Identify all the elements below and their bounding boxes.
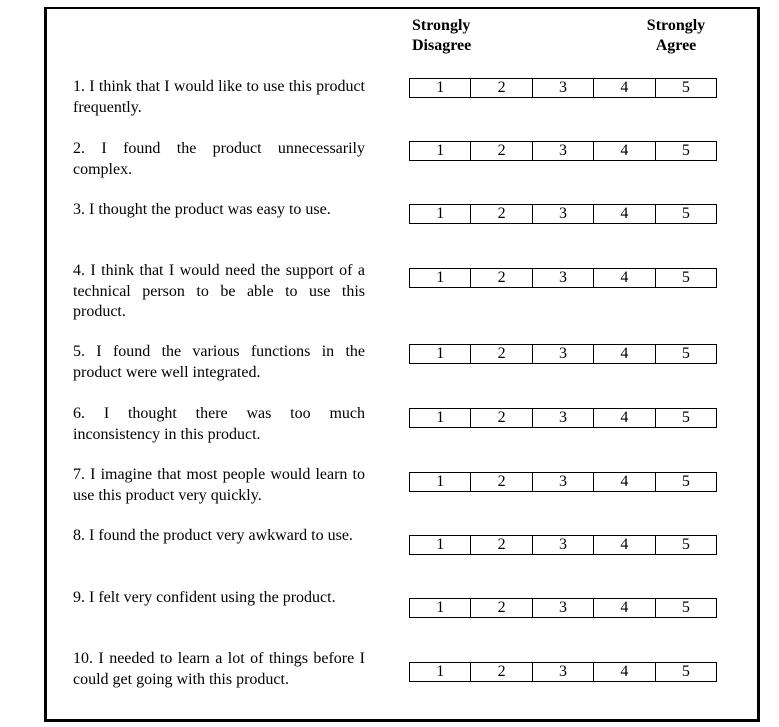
rating-scale-2 (409, 141, 717, 161)
rating-option-9-5[interactable]: 5 (681, 599, 690, 616)
rating-option-8-5[interactable]: 5 (681, 536, 690, 553)
question-text-3: 3. I thought the product was easy to use. (73, 201, 331, 218)
rating-option-1-4[interactable]: 4 (594, 79, 655, 97)
rating-option-3-4[interactable]: 4 (594, 205, 655, 223)
rating-option-8-1[interactable]: 1 (410, 536, 471, 554)
rating-option-3-3[interactable]: 3 (533, 205, 594, 223)
rating-option-1-5[interactable]: 5 (681, 79, 690, 96)
rating-option-3-5[interactable]: 5 (681, 205, 690, 222)
rating-scale-9 (409, 598, 717, 618)
question-text-8: 8. I found the product very awkward to use. (73, 527, 353, 544)
rating-option-7-5[interactable]: 5 (681, 473, 690, 490)
rating-option-3-1[interactable]: 1 (410, 205, 471, 223)
header-agree: Agree (655, 37, 697, 54)
rating-option-5-3[interactable]: 3 (533, 345, 594, 363)
rating-option-9-2[interactable]: 2 (471, 599, 532, 617)
rating-option-2-5[interactable]: 5 (681, 142, 690, 159)
header-strongly-left: Strongly (412, 17, 471, 34)
rating-option-4-1[interactable]: 1 (410, 269, 471, 287)
rating-option-8-4[interactable]: 4 (594, 536, 655, 554)
rating-option-4-3[interactable]: 3 (533, 269, 594, 287)
rating-option-6-1[interactable]: 1 (410, 409, 471, 427)
rating-option-5-4[interactable]: 4 (594, 345, 655, 363)
rating-option-1-3[interactable]: 3 (533, 79, 594, 97)
rating-option-9-4[interactable]: 4 (594, 599, 655, 617)
question-text-7: 7. I imagine that most people would learn to use this product very quickly. (73, 466, 365, 504)
rating-option-1-1[interactable]: 1 (410, 79, 471, 97)
rating-scale-4 (409, 268, 717, 288)
question-text-1: 1. I think that I would like to use this product frequently. (73, 78, 365, 116)
rating-option-2-4[interactable]: 4 (594, 142, 655, 160)
rating-option-6-5[interactable]: 5 (681, 409, 690, 426)
rating-scale-7 (409, 472, 717, 492)
rating-option-10-2[interactable]: 2 (471, 663, 532, 681)
scale-header-disagree (412, 16, 492, 56)
question-text-9: 9. I felt very confident using the product. (73, 589, 336, 606)
rating-option-7-2[interactable]: 2 (471, 473, 532, 491)
rating-option-10-5[interactable]: 5 (681, 663, 690, 680)
rating-option-5-5[interactable]: 5 (681, 345, 690, 362)
rating-scale-6 (409, 408, 717, 428)
rating-option-5-2[interactable]: 2 (471, 345, 532, 363)
rating-option-6-3[interactable]: 3 (533, 409, 594, 427)
rating-option-6-2[interactable]: 2 (471, 409, 532, 427)
rating-option-2-3[interactable]: 3 (533, 142, 594, 160)
question-text-6: 6. I thought there was too much inconsistency in this product. (73, 405, 365, 443)
rating-option-4-2[interactable]: 2 (471, 269, 532, 287)
rating-option-9-1[interactable]: 1 (410, 599, 471, 617)
rating-option-10-4[interactable]: 4 (594, 663, 655, 681)
rating-option-9-3[interactable]: 3 (533, 599, 594, 617)
rating-option-6-4[interactable]: 4 (594, 409, 655, 427)
rating-scale-5 (409, 344, 717, 364)
rating-option-7-1[interactable]: 1 (410, 473, 471, 491)
scale-header-agree (636, 16, 716, 56)
rating-option-1-2[interactable]: 2 (471, 79, 532, 97)
question-text-2: 2. I found the product unnecessarily complex. (73, 140, 365, 178)
rating-option-10-3[interactable]: 3 (533, 663, 594, 681)
rating-scale-8 (409, 535, 717, 555)
rating-option-8-2[interactable]: 2 (471, 536, 532, 554)
rating-scale-3 (409, 204, 717, 224)
rating-scale-1 (409, 78, 717, 98)
rating-option-4-4[interactable]: 4 (594, 269, 655, 287)
header-strongly-right: Strongly (646, 17, 706, 34)
rating-option-7-3[interactable]: 3 (533, 473, 594, 491)
rating-option-3-2[interactable]: 2 (471, 205, 532, 223)
question-text-4: 4. I think that I would need the support of a technical person to be able to use this product. (73, 262, 365, 320)
rating-option-2-1[interactable]: 1 (410, 142, 471, 160)
rating-option-5-1[interactable]: 1 (410, 345, 471, 363)
rating-option-10-1[interactable]: 1 (410, 663, 471, 681)
rating-option-4-5[interactable]: 5 (681, 269, 690, 286)
rating-option-7-4[interactable]: 4 (594, 473, 655, 491)
header-disagree: Disagree (412, 37, 472, 54)
rating-option-2-2[interactable]: 2 (471, 142, 532, 160)
rating-option-8-3[interactable]: 3 (533, 536, 594, 554)
question-text-10: 10. I needed to learn a lot of things before I could get going with this product. (73, 650, 365, 688)
question-text-5: 5. I found the various functions in the product were well integrated. (73, 343, 365, 381)
rating-scale-10 (409, 662, 717, 682)
